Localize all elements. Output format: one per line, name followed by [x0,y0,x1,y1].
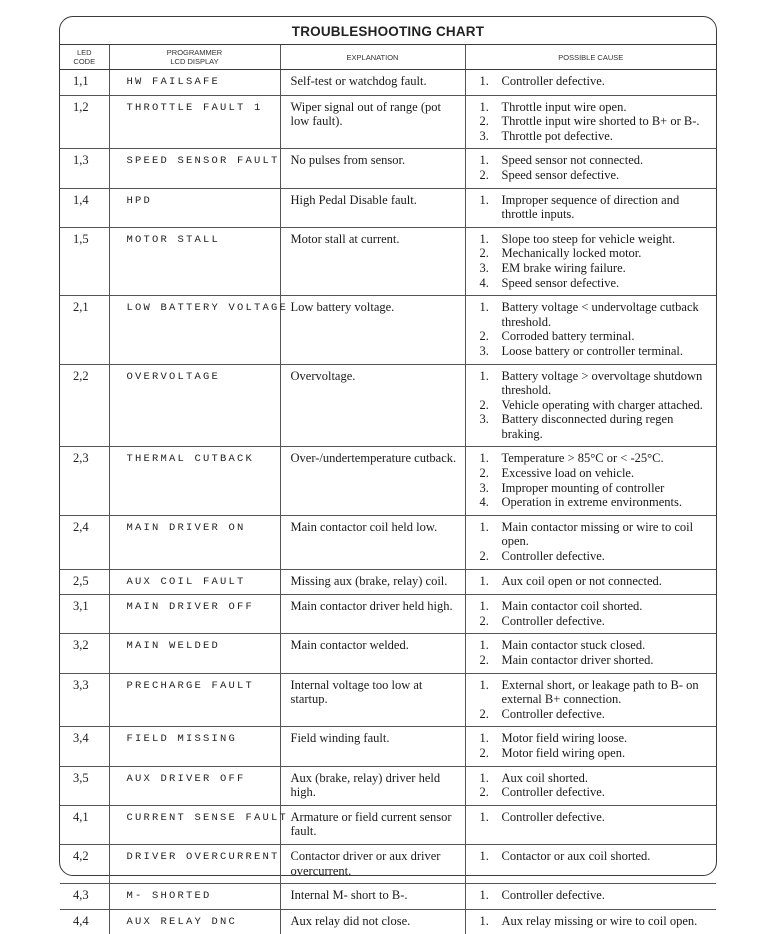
table-row [60,766,716,805]
cause-text: Mechanically locked motor. [502,246,642,260]
cause-number: 2. [480,329,489,344]
table-row [60,634,716,673]
lcd-display-cell: AUX DRIVER OFF [109,766,280,805]
cause-item [480,300,711,329]
cause-list [480,369,711,442]
lcd-display-cell: LOW BATTERY VOLTAGE [109,296,280,364]
explanation-cell: Motor stall at current. [280,227,465,295]
cause-item [480,785,711,800]
led-code-cell: 1,1 [60,70,109,96]
table-body [60,70,716,934]
cause-text: Loose battery or controller terminal. [502,344,684,358]
explanation-cell: Internal M- short to B-. [280,884,465,910]
cause-item [480,771,711,786]
explanation-cell: Field winding fault. [280,727,465,766]
led-code-cell: 4,4 [60,909,109,934]
cause-number: 1. [480,574,489,589]
cause-text: Main contactor missing or wire to coil open. [502,520,694,549]
lcd-display-cell: PRECHARGE FAULT [109,673,280,727]
cause-number: 1. [480,193,489,208]
cause-number: 2. [480,746,489,761]
possible-cause-cell [465,634,716,673]
table-row [60,227,716,295]
explanation-cell: Wiper signal out of range (pot low fault). [280,95,465,149]
cause-number: 2. [480,707,489,722]
lcd-display-cell: CURRENT SENSE FAULT [109,805,280,844]
cause-number: 2. [480,398,489,413]
cause-number: 1. [480,849,489,864]
header-possible-cause: POSSIBLE CAUSE [465,45,716,70]
lcd-display-cell: THROTTLE FAULT 1 [109,95,280,149]
cause-text: Controller defective. [502,707,605,721]
led-code-cell: 4,3 [60,884,109,910]
cause-text: External short, or leakage path to B- on external B+ connection. [502,678,699,707]
lcd-display-cell: HPD [109,188,280,227]
cause-text: Main contactor stuck closed. [502,638,646,652]
cause-list [480,678,711,722]
led-code-cell: 3,1 [60,595,109,634]
cause-text: Temperature > 85°C or < -25°C. [502,451,664,465]
table-row [60,909,716,934]
cause-list [480,451,711,509]
led-code-cell: 3,4 [60,727,109,766]
cause-item [480,246,711,261]
table-row [60,70,716,96]
cause-text: Controller defective. [502,614,605,628]
cause-text: EM brake wiring failure. [502,261,626,275]
cause-text: Controller defective. [502,549,605,563]
cause-item [480,549,711,564]
cause-number: 1. [480,914,489,929]
table-row [60,364,716,447]
led-code-cell: 2,1 [60,296,109,364]
cause-text: Improper mounting of controller [502,481,665,495]
cause-item [480,276,711,291]
explanation-cell: Main contactor coil held low. [280,515,465,569]
cause-text: Corroded battery terminal. [502,329,635,343]
cause-list [480,574,711,589]
possible-cause-cell [465,95,716,149]
led-code-cell: 1,3 [60,149,109,188]
cause-text: Contactor or aux coil shorted. [502,849,651,863]
cause-number: 3. [480,412,489,427]
cause-item [480,153,711,168]
lcd-display-cell: AUX RELAY DNC [109,909,280,934]
possible-cause-cell [465,727,716,766]
cause-number: 1. [480,599,489,614]
cause-list [480,771,711,800]
possible-cause-cell [465,805,716,844]
cause-text: Main contactor driver shorted. [502,653,654,667]
cause-text: Controller defective. [502,810,605,824]
table-row [60,727,716,766]
explanation-cell: Internal voltage too low at startup. [280,673,465,727]
cause-text: Main contactor coil shorted. [502,599,643,613]
cause-item [480,481,711,496]
chart-title: TROUBLESHOOTING CHART [60,17,716,45]
cause-item [480,520,711,549]
possible-cause-cell [465,884,716,910]
cause-item [480,329,711,344]
cause-number: 2. [480,114,489,129]
led-code-cell: 4,1 [60,805,109,844]
lcd-display-cell: MAIN DRIVER OFF [109,595,280,634]
cause-item [480,914,711,929]
cause-number: 1. [480,520,489,535]
cause-number: 3. [480,261,489,276]
possible-cause-cell [465,595,716,634]
explanation-cell: No pulses from sensor. [280,149,465,188]
cause-text: Speed sensor defective. [502,168,620,182]
cause-text: Throttle input wire open. [502,100,627,114]
cause-list [480,300,711,358]
possible-cause-cell [465,844,716,883]
lcd-display-cell: SPEED SENSOR FAULT [109,149,280,188]
cause-item [480,232,711,247]
possible-cause-cell [465,673,716,727]
possible-cause-cell [465,70,716,96]
led-code-cell: 2,5 [60,569,109,595]
possible-cause-cell [465,227,716,295]
cause-text: Speed sensor defective. [502,276,620,290]
table-row [60,844,716,883]
cause-item [480,653,711,668]
cause-number: 1. [480,232,489,247]
header-row [60,45,716,70]
cause-number: 3. [480,129,489,144]
explanation-cell: Aux relay did not close. [280,909,465,934]
explanation-cell: Over-/undertemperature cutback. [280,447,465,515]
cause-text: Controller defective. [502,888,605,902]
cause-number: 1. [480,888,489,903]
explanation-cell: High Pedal Disable fault. [280,188,465,227]
cause-text: Improper sequence of direction and throttle inputs. [502,193,680,222]
explanation-cell: Overvoltage. [280,364,465,447]
cause-number: 1. [480,300,489,315]
led-code-cell: 3,3 [60,673,109,727]
cause-item [480,731,711,746]
table-row [60,296,716,364]
explanation-cell: Aux (brake, relay) driver held high. [280,766,465,805]
led-code-cell: 2,2 [60,364,109,447]
led-code-cell: 1,5 [60,227,109,295]
cause-list [480,849,711,864]
cause-item [480,466,711,481]
cause-number: 2. [480,549,489,564]
cause-item [480,888,711,903]
cause-number: 2. [480,466,489,481]
cause-text: Controller defective. [502,785,605,799]
possible-cause-cell [465,766,716,805]
cause-text: Battery voltage < undervoltage cutback threshold. [502,300,699,329]
cause-item [480,638,711,653]
cause-number: 4. [480,495,489,510]
table-row [60,149,716,188]
possible-cause-cell [465,364,716,447]
cause-text: Operation in extreme environments. [502,495,683,509]
cause-number: 1. [480,100,489,115]
table-row [60,805,716,844]
cause-item [480,344,711,359]
troubleshooting-chart [59,16,717,876]
possible-cause-cell [465,569,716,595]
cause-number: 3. [480,481,489,496]
lcd-display-cell: HW FAILSAFE [109,70,280,96]
cause-item [480,369,711,398]
cause-list [480,232,711,290]
led-code-cell: 2,3 [60,447,109,515]
cause-item [480,810,711,825]
explanation-cell: Self-test or watchdog fault. [280,70,465,96]
table-row [60,95,716,149]
explanation-cell: Main contactor welded. [280,634,465,673]
cause-item [480,678,711,707]
cause-number: 3. [480,344,489,359]
lcd-display-cell: MAIN WELDED [109,634,280,673]
cause-item [480,707,711,722]
lcd-display-cell: MAIN DRIVER ON [109,515,280,569]
cause-number: 1. [480,731,489,746]
table-row [60,595,716,634]
cause-item [480,599,711,614]
cause-number: 1. [480,451,489,466]
possible-cause-cell [465,909,716,934]
cause-item [480,495,711,510]
cause-text: Speed sensor not connected. [502,153,644,167]
lcd-display-cell: FIELD MISSING [109,727,280,766]
cause-number: 2. [480,168,489,183]
cause-item [480,129,711,144]
cause-text: Throttle pot defective. [502,129,613,143]
possible-cause-cell [465,296,716,364]
cause-list [480,810,711,825]
cause-item [480,193,711,222]
lcd-display-cell: M- SHORTED [109,884,280,910]
possible-cause-cell [465,188,716,227]
cause-text: Motor field wiring open. [502,746,626,760]
table-row [60,884,716,910]
cause-number: 1. [480,771,489,786]
cause-item [480,114,711,129]
possible-cause-cell [465,515,716,569]
lcd-display-cell: AUX COIL FAULT [109,569,280,595]
cause-number: 2. [480,614,489,629]
explanation-cell: Main contactor driver held high. [280,595,465,634]
cause-text: Battery voltage > overvoltage shutdown threshold. [502,369,703,398]
cause-text: Motor field wiring loose. [502,731,628,745]
cause-text: Battery disconnected during regen braking. [502,412,674,441]
led-code-cell: 1,4 [60,188,109,227]
table-row [60,188,716,227]
cause-item [480,412,711,441]
cause-item [480,398,711,413]
cause-list [480,153,711,182]
cause-list [480,193,711,222]
possible-cause-cell [465,149,716,188]
troubleshooting-table [60,45,716,934]
explanation-cell: Armature or field current sensor fault. [280,805,465,844]
lcd-display-cell: MOTOR STALL [109,227,280,295]
cause-text: Controller defective. [502,74,605,88]
explanation-cell: Low battery voltage. [280,296,465,364]
cause-text: Slope too steep for vehicle weight. [502,232,676,246]
cause-item [480,574,711,589]
header-lcd-display: PROGRAMMER LCD DISPLAY [109,45,280,70]
cause-list [480,914,711,929]
table-row [60,673,716,727]
cause-number: 1. [480,153,489,168]
explanation-cell: Contactor driver or aux driver overcurrent. [280,844,465,883]
cause-text: Aux coil open or not connected. [502,574,662,588]
header-explanation: EXPLANATION [280,45,465,70]
table-row [60,515,716,569]
cause-item [480,168,711,183]
lcd-display-cell: THERMAL CUTBACK [109,447,280,515]
cause-list [480,74,711,89]
explanation-cell: Missing aux (brake, relay) coil. [280,569,465,595]
cause-list [480,520,711,564]
cause-number: 1. [480,369,489,384]
cause-item [480,100,711,115]
cause-list [480,599,711,628]
cause-text: Aux coil shorted. [502,771,588,785]
led-code-cell: 1,2 [60,95,109,149]
cause-number: 2. [480,653,489,668]
led-code-cell: 2,4 [60,515,109,569]
lcd-display-cell: DRIVER OVERCURRENT [109,844,280,883]
led-code-cell: 4,2 [60,844,109,883]
cause-number: 2. [480,785,489,800]
cause-list [480,638,711,667]
cause-item [480,451,711,466]
cause-number: 1. [480,678,489,693]
cause-item [480,614,711,629]
cause-number: 4. [480,276,489,291]
cause-list [480,100,711,144]
cause-number: 1. [480,74,489,89]
cause-number: 1. [480,638,489,653]
cause-list [480,888,711,903]
cause-number: 1. [480,810,489,825]
possible-cause-cell [465,447,716,515]
table-row [60,447,716,515]
cause-item [480,746,711,761]
cause-number: 2. [480,246,489,261]
cause-text: Excessive load on vehicle. [502,466,635,480]
table-row [60,569,716,595]
cause-item [480,74,711,89]
cause-text: Throttle input wire shorted to B+ or B-. [502,114,700,128]
cause-text: Aux relay missing or wire to coil open. [502,914,698,928]
cause-item [480,261,711,276]
header-led-code: LED CODE [60,45,109,70]
cause-item [480,849,711,864]
cause-text: Vehicle operating with charger attached. [502,398,703,412]
led-code-cell: 3,2 [60,634,109,673]
cause-list [480,731,711,760]
led-code-cell: 3,5 [60,766,109,805]
lcd-display-cell: OVERVOLTAGE [109,364,280,447]
